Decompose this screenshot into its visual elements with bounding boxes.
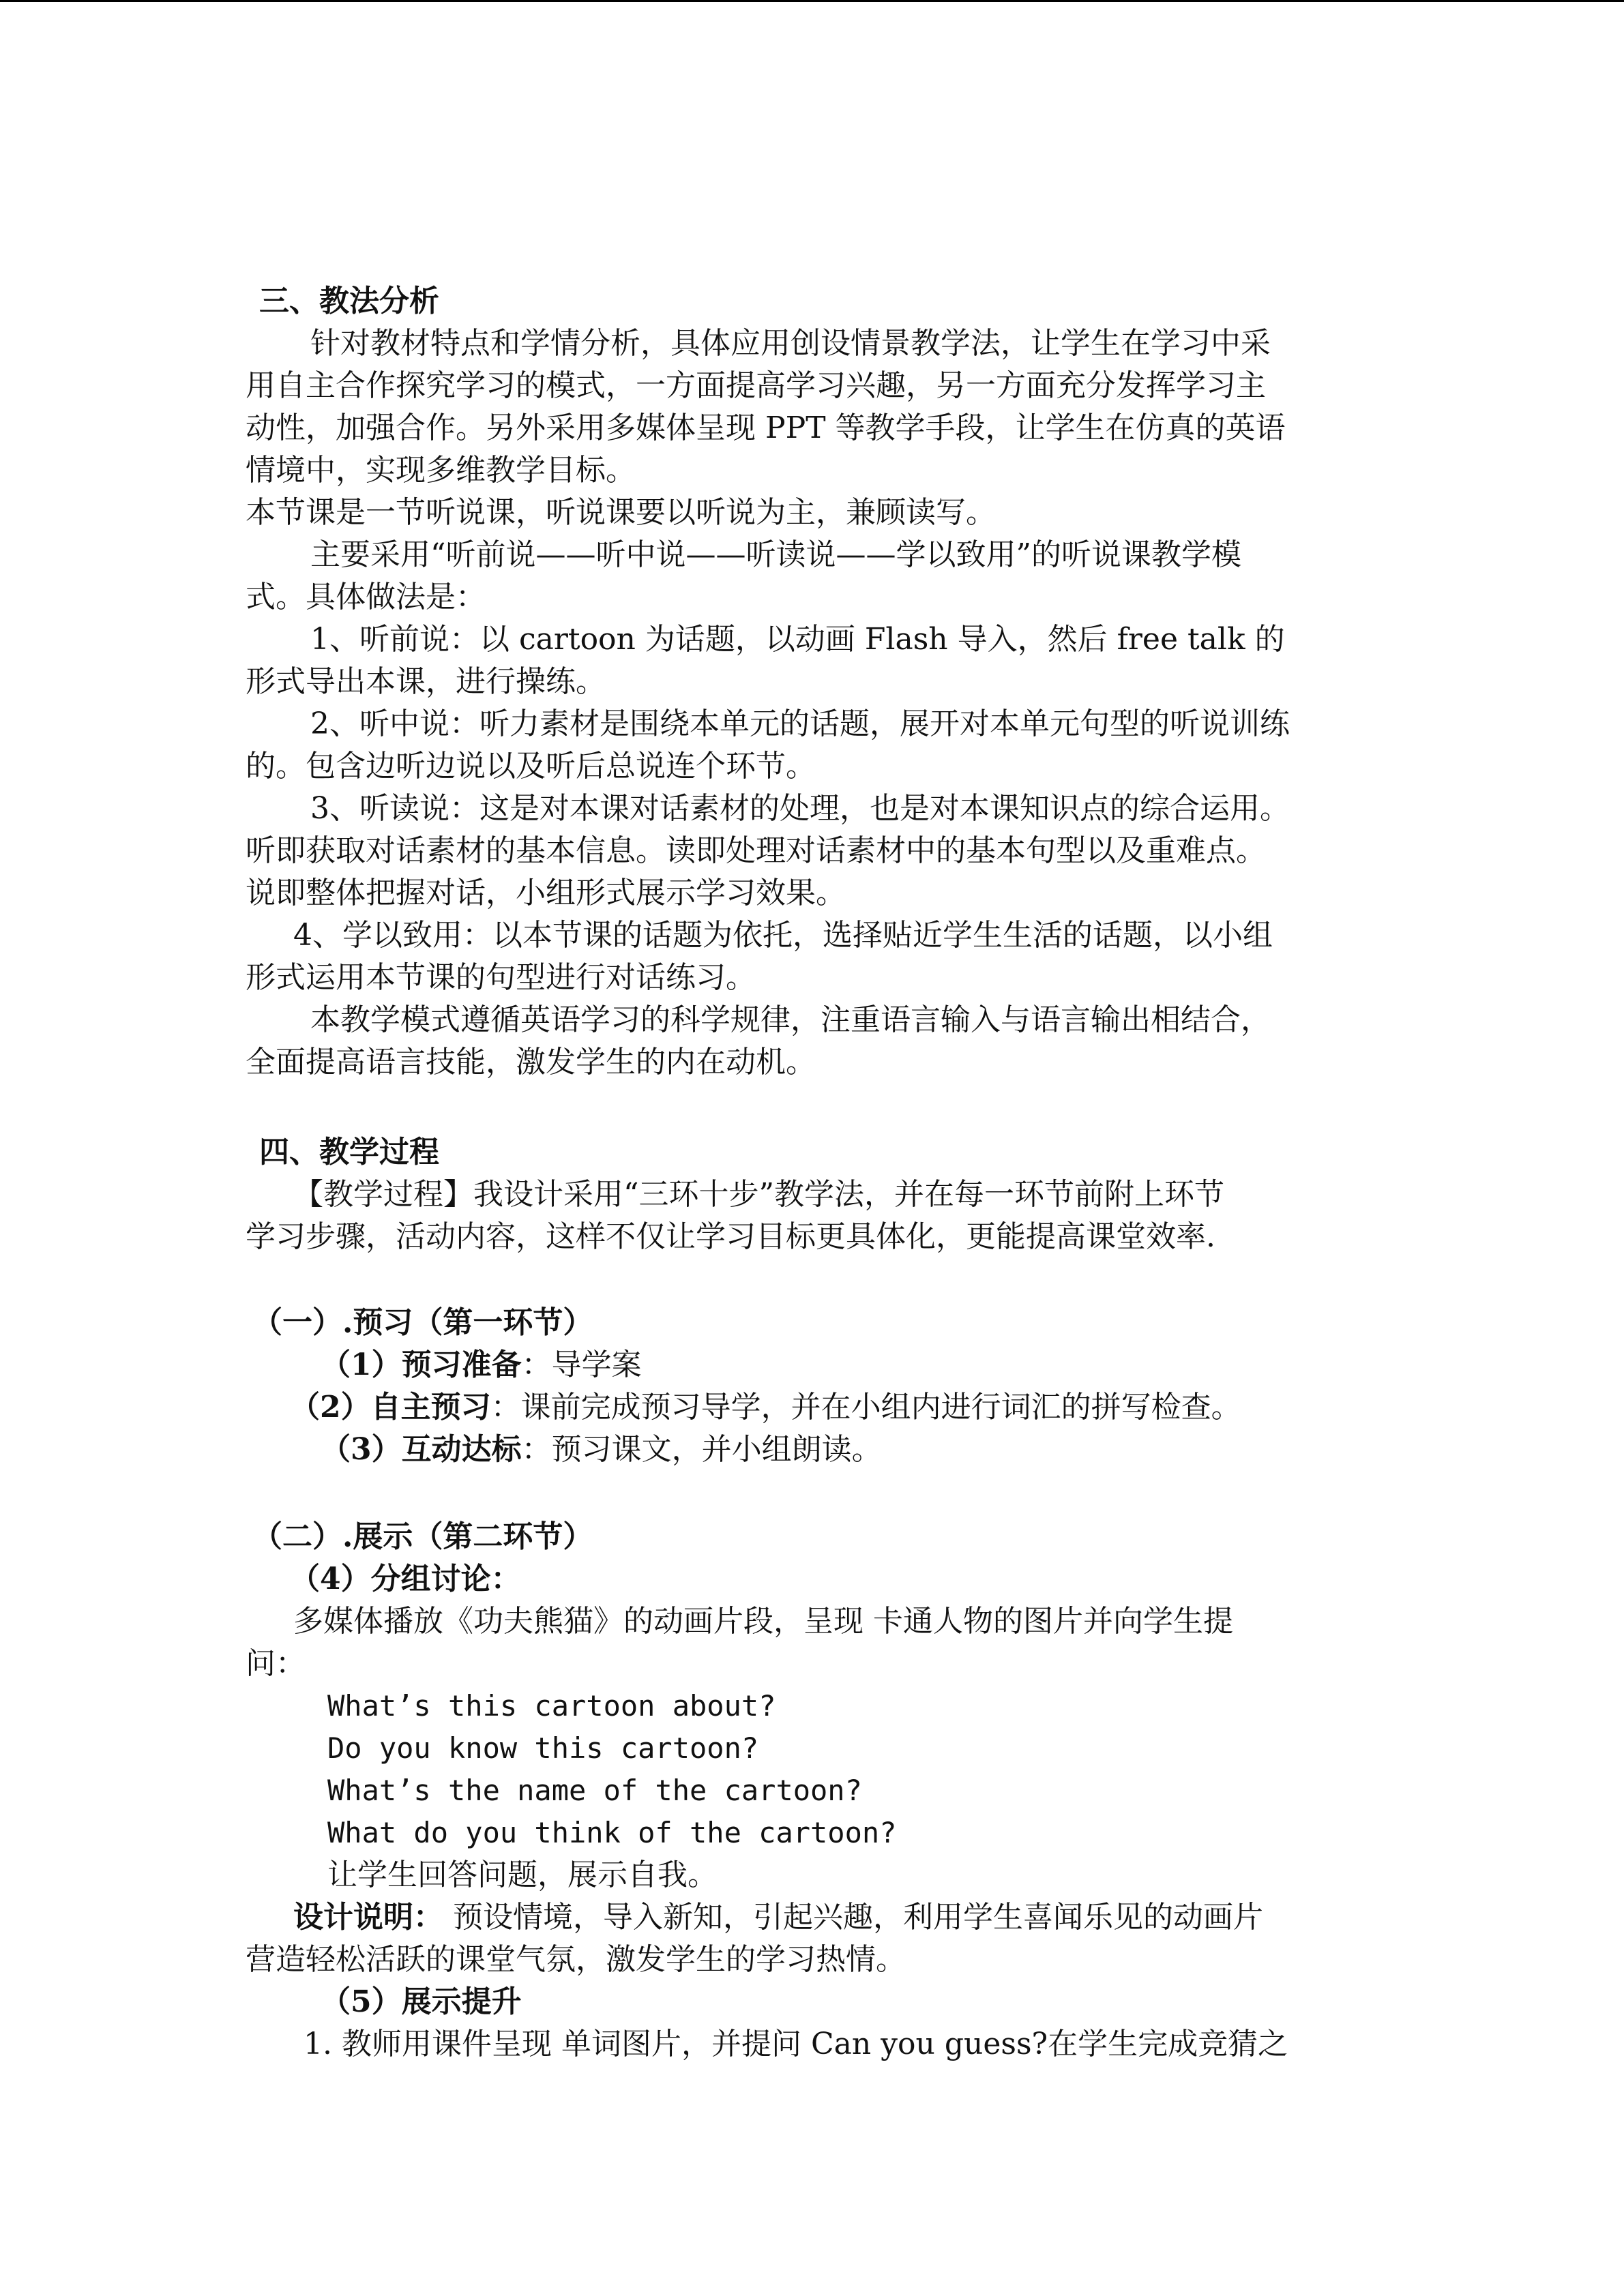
paragraph-line: 3、听读说：这是对本课对话素材的处理，也是对本课知识点的综合运用。 [310, 791, 1290, 826]
paragraph-line: 1、听前说：以 cartoon 为话题，以动画 Flash 导入，然后 free talk 的 [310, 622, 1285, 657]
step-4-label: （4）分组讨论： [290, 1562, 521, 1596]
paragraph-line: 4、学以致用：以本节课的话题为依托，选择贴近学生生活的话题，以小组 [293, 918, 1273, 953]
paragraph-line: 全面提高语言技能，激发学生的内在动机。 [246, 1045, 816, 1079]
design-note [293, 1897, 1263, 1938]
design-note-text: 预设情境，导入新知，引起兴趣，利用学生喜闻乐见的动画片 [443, 1900, 1263, 1935]
paragraph-line: 本教学模式遵循英语学习的科学规律，注重语言输入与语言输出相结合， [310, 1002, 1271, 1037]
step-label: （2）自主预习 [290, 1390, 491, 1425]
step-5-label: （5）展示提升 [321, 1984, 522, 2019]
step-2 [290, 1387, 1241, 1428]
paragraph-line: 多媒体播放《功夫熊猫》的动画片段，呈现 卡通人物的图片并向学生提 [293, 1604, 1233, 1639]
step-1 [321, 1345, 642, 1386]
paragraph-line: 动性，加强合作。另外采用多媒体呈现 PPT 等教学手段，让学生在仿真的英语 [246, 411, 1286, 445]
paragraph-line: 问： [246, 1646, 306, 1681]
question-2: Do you know this cartoon? [327, 1731, 759, 1765]
paragraph-line: 营造轻松活跃的课堂气氛，激发学生的学习热情。 [246, 1942, 906, 1977]
paragraph-line: 主要采用“听前说——听中说——听读说——学以致用”的听说课教学模 [310, 537, 1241, 572]
section-4-title: 四、教学过程 [259, 1135, 439, 1169]
paragraph-line: 让学生回答问题，展示自我。 [327, 1858, 718, 1892]
paragraph-line: 听即获取对话素材的基本信息。读即处理对话素材中的基本句型以及重难点。 [246, 833, 1266, 868]
paragraph-line: 情境中，实现多维教学目标。 [246, 453, 636, 488]
part-2-title: （二）.展示（第二环节） [252, 1519, 593, 1554]
paragraph-line: 针对教材特点和学情分析，具体应用创设情景教学法，让学生在学习中采 [310, 326, 1271, 361]
paragraph-line: 的。包含边听边说以及听后总说连个环节。 [246, 749, 816, 784]
part-1-title: （一）.预习（第一环节） [252, 1305, 593, 1340]
step-label: （1）预习准备 [321, 1347, 522, 1382]
paragraph-line: 学习步骤，活动内容，这样不仅让学习目标更具体化，更能提高课堂效率. [246, 1219, 1215, 1254]
paragraph-line: 式。具体做法是： [246, 580, 486, 614]
step-label: （3）互动达标 [321, 1432, 522, 1467]
step-3 [321, 1429, 882, 1470]
question-4: What do you think of the cartoon? [327, 1816, 897, 1849]
design-note-label: 设计说明： [293, 1900, 443, 1935]
paragraph-line: 形式运用本节课的句型进行对话练习。 [246, 960, 756, 995]
section-3-title: 三、教法分析 [259, 284, 439, 318]
paragraph-line: 用自主合作探究学习的模式，一方面提高学习兴趣，另一方面充分发挥学习主 [246, 368, 1266, 403]
question-1: What’s this cartoon about? [327, 1689, 776, 1723]
paragraph-line: 1. 教师用课件呈现 单词图片，并提问 Can you guess?在学生完成竞猜之 [304, 2027, 1288, 2061]
paragraph-line: 【教学过程】我设计采用“三环十步”教学法，并在每一环节前附上环节 [293, 1177, 1224, 1212]
paragraph-line: 形式导出本课，进行操练。 [246, 664, 606, 699]
paragraph-line: 2、听中说：听力素材是围绕本单元的话题，展开对本单元句型的听说训练 [310, 706, 1290, 741]
paragraph-line: 本节课是一节听说课，听说课要以听说为主，兼顾读写。 [246, 495, 996, 530]
paragraph-line: 说即整体把握对话，小组形式展示学习效果。 [246, 876, 846, 910]
step-text: ：课前完成预习导学，并在小组内进行词汇的拼写检查。 [490, 1390, 1241, 1425]
step-text: ：导学案 [521, 1347, 642, 1382]
step-text: ：预习课文，并小组朗读。 [521, 1432, 882, 1467]
question-3: What’s the name of the cartoon? [327, 1774, 862, 1807]
